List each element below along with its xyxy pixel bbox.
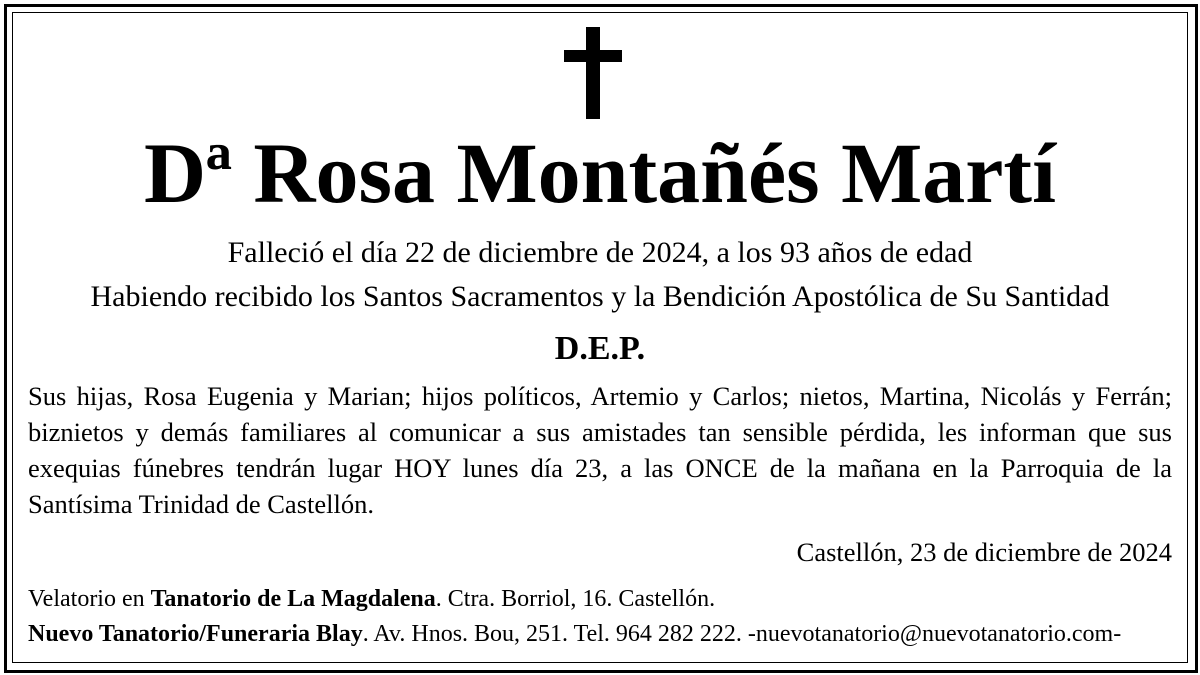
wake-address: . Ctra. Borriol, 16. Castellón. bbox=[435, 586, 716, 612]
dep-heading: D.E.P. bbox=[554, 330, 646, 367]
place-date: Castellón, 23 de diciembre de 2024 bbox=[796, 537, 1172, 567]
cross-vertical-bar bbox=[586, 27, 600, 119]
death-date-line: Falleció el día 22 de diciembre de 2024, a los 93 años de edad bbox=[227, 236, 973, 269]
deceased-name: Dª Rosa Montañés Martí bbox=[144, 125, 1056, 221]
cross-icon bbox=[564, 27, 622, 119]
wake-place: Tanatorio de La Magdalena bbox=[150, 586, 436, 612]
family-announcement: Sus hijas, Rosa Eugenia y Marian; hijos políticos, Artemio y Carlos; nietos, Martina, Nicolás y Ferrán; biznietos y demás familiares al comunicar a sus amistades tan sensible pérdida, les informan que sus exequias fúnebres tendrán lugar HOY lunes día 23, a las ONCE de la mañana en la Parroquia de la Santísima Trinidad de Castellón. bbox=[28, 381, 1172, 519]
wake-prefix: Velatorio en bbox=[28, 586, 151, 612]
funeral-home-name: Nuevo Tanatorio/Funeraria Blay bbox=[28, 621, 363, 647]
sacraments-line: Habiendo recibido los Santos Sacramentos y la Bendición Apostólica de Su Santidad bbox=[90, 280, 1110, 313]
funeral-home-info bbox=[28, 618, 1121, 650]
wake-info bbox=[28, 583, 715, 615]
cross-horizontal-bar bbox=[564, 50, 622, 62]
funeral-home-details: . Av. Hnos. Bou, 251. Tel. 964 282 222. -nuevotanatorio@nuevotanatorio.com- bbox=[362, 621, 1122, 647]
